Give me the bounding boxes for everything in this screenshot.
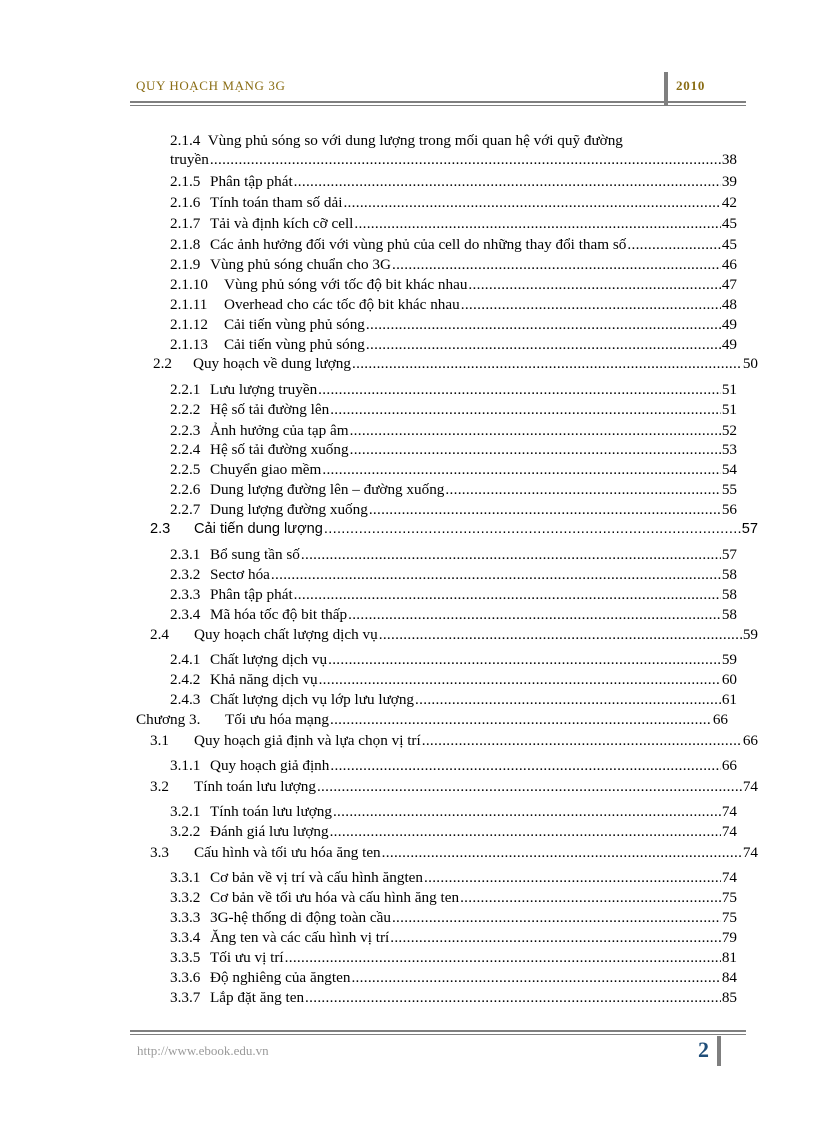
toc-entry[interactable] [170, 295, 737, 314]
toc-entry[interactable] [170, 235, 737, 254]
toc-entry[interactable] [170, 150, 737, 169]
toc-entry-title: Quy hoạch giả định và lựa chọn vị trí [194, 732, 421, 749]
toc-entry[interactable] [170, 400, 737, 419]
toc-leader-dots [351, 968, 720, 987]
toc-entry-title: Chuyển giao mềm [210, 461, 322, 478]
toc-entry-page: 74 [721, 823, 737, 840]
toc-entry-page: 58 [721, 586, 737, 603]
toc-entry-page: 45 [721, 236, 737, 253]
toc-entry[interactable] [150, 520, 758, 539]
toc-entry-number: 3.2.1 [170, 803, 201, 820]
toc-entry-title: Lưu lượng truyền [210, 381, 318, 398]
toc-leader-dots [366, 335, 721, 354]
toc-entry-page: 58 [721, 566, 737, 583]
toc-entry-number: 2.3.3 [170, 586, 201, 603]
toc-entry-title: Hệ số tải đường xuống [210, 441, 349, 458]
page-number: 2 [698, 1037, 709, 1062]
footer-url[interactable]: http://www.ebook.edu.vn [137, 1043, 269, 1058]
toc-entry-title: Mã hóa tốc độ bit thấp [210, 606, 348, 623]
toc-entry[interactable] [170, 545, 737, 564]
toc-entry-title: Cải tiến vùng phủ sóng [224, 316, 365, 333]
toc-entry-page: 55 [721, 481, 737, 498]
toc-leader-dots [627, 235, 720, 254]
toc-entry[interactable] [170, 421, 737, 440]
toc-entry-number: 3.3.1 [170, 869, 201, 886]
running-header-title: QUY HOẠCH MẠNG 3G [136, 78, 286, 93]
toc-entry-title: Tính toán tham số dải [210, 194, 343, 211]
toc-entry-page: 52 [721, 422, 737, 439]
toc-entry-title: Vùng phủ sóng chuẩn cho 3G [210, 256, 391, 273]
toc-entry-title: Cơ bản về tối ưu hóa và cấu hình ăng ten [210, 889, 460, 906]
toc-entry-page: 38 [721, 151, 737, 168]
toc-entry[interactable] [170, 214, 737, 233]
toc-entry-number: 3.2 [150, 778, 169, 795]
toc-entry-title: Vùng phủ sóng với tốc độ bit khác nhau [224, 276, 468, 293]
toc-leader-dots [317, 777, 742, 796]
toc-entry-page: 74 [742, 844, 758, 861]
toc-entry-title: Ăng ten và các cấu hình vị trí [210, 929, 390, 946]
toc-entry-page: 53 [721, 441, 737, 458]
footer-rule-thin [130, 1034, 746, 1035]
toc-leader-dots [294, 585, 721, 604]
toc-entry-title: Dung lượng đường xuống [210, 501, 368, 518]
toc-leader-dots [343, 193, 720, 212]
toc-entry[interactable] [170, 480, 737, 499]
toc-entry-title: Phân tập phát [210, 173, 293, 190]
toc-entry-page: 57 [721, 546, 737, 563]
toc-entry-page: 51 [721, 401, 737, 418]
toc-entry-title: 3G-hệ thống di động toàn cầu [210, 909, 391, 926]
toc-entry-title: Cơ bản về vị trí và cấu hình ăngten [210, 869, 424, 886]
toc-leader-dots [424, 868, 721, 887]
toc-entry-number: 2.4.2 [170, 671, 201, 688]
toc-entry-title: Tải và định kích cỡ cell [210, 215, 354, 232]
toc-entry-number: 2.1.9 [170, 256, 201, 273]
toc-entry[interactable] [170, 255, 737, 274]
toc-entry-title: Ảnh hưởng của tạp âm [210, 422, 349, 439]
toc-entry-number: 3.3.6 [170, 969, 201, 986]
toc-entry-page: 79 [721, 929, 737, 946]
toc-entry-number: 2.2.6 [170, 481, 201, 498]
toc-entry-title: Lắp đặt ăng ten [210, 989, 305, 1006]
toc-leader-dots [333, 802, 721, 821]
toc-entry-number: 3.3 [150, 844, 169, 861]
toc-entry-number: 2.2.4 [170, 441, 201, 458]
header-rule [130, 101, 746, 103]
toc-entry-title: Tối ưu hóa mạng [225, 711, 329, 728]
toc-entry-page: 75 [721, 909, 737, 926]
toc-entry-number: 2.1.13 [170, 336, 208, 353]
toc-leader-dots [348, 605, 721, 624]
toc-entry[interactable] [170, 440, 737, 459]
toc-entry-title: Khả năng dịch vụ [210, 671, 318, 688]
toc-entry-number: 3.3.4 [170, 929, 201, 946]
toc-leader-dots [271, 565, 721, 584]
toc-entry-number: 2.3.2 [170, 566, 201, 583]
toc-leader-dots [324, 520, 741, 539]
toc-entry-title: Quy hoạch giả định [210, 757, 330, 774]
toc-entry-page: 74 [721, 869, 737, 886]
toc-entry-number: 2.4.1 [170, 651, 201, 668]
toc-entry[interactable] [150, 777, 758, 796]
toc-entry-page: 42 [721, 194, 737, 211]
toc-entry[interactable] [170, 908, 737, 927]
toc-entry[interactable] [170, 500, 737, 519]
toc-entry-number: 3.1 [150, 732, 169, 749]
toc-entry[interactable] [170, 868, 737, 887]
toc-entry[interactable] [170, 948, 737, 967]
toc-entry-page: 50 [742, 355, 758, 372]
toc-entry-number: 2.2.1 [170, 381, 201, 398]
toc-entry-number: 2.1.5 [170, 173, 201, 190]
toc-entry-number: 2.1.11 [170, 296, 208, 313]
toc-leader-dots [330, 822, 721, 841]
toc-entry-title: Quy hoạch về dung lượng [193, 355, 351, 372]
toc-entry-title: Dung lượng đường lên – đường xuống [210, 481, 445, 498]
toc-entry[interactable] [170, 380, 737, 399]
toc-leader-dots [294, 172, 721, 191]
toc-entry-number: 2.3.1 [170, 546, 201, 563]
toc-entry-number: 2.1.8 [170, 236, 201, 253]
toc-entry[interactable] [170, 460, 737, 479]
toc-entry-title: Quy hoạch chất lượng dịch vụ [194, 626, 378, 643]
toc-entry-number: 2.1.10 [170, 276, 208, 293]
toc-leader-dots [369, 500, 721, 519]
toc-entry-title: Cải tiến dung lượng [194, 521, 323, 537]
toc-leader-dots [415, 690, 721, 709]
toc-entry[interactable] [170, 888, 737, 907]
toc-entry-page: 47 [721, 276, 737, 293]
toc-entry-number: 3.2.2 [170, 823, 201, 840]
toc-entry[interactable] [170, 988, 737, 1007]
toc-entry-page: 74 [742, 778, 758, 795]
toc-entry-number: 2.2.3 [170, 422, 201, 439]
toc-entry-number: Chương 3. [136, 711, 201, 728]
toc-leader-dots [382, 843, 742, 862]
toc-entry-page: 59 [721, 651, 737, 668]
toc-entry-page: 45 [721, 215, 737, 232]
footer-divider [717, 1036, 721, 1066]
toc-entry-number: 2.3 [150, 521, 171, 537]
toc-leader-dots [210, 150, 721, 169]
toc-entry-number: 2.2.5 [170, 461, 201, 478]
toc-entry-page: 85 [721, 989, 737, 1006]
toc-leader-dots [461, 295, 721, 314]
toc-entry-title: Cải tiến vùng phủ sóng [224, 336, 365, 353]
toc-entry[interactable] [170, 822, 737, 841]
toc-entry[interactable] [170, 335, 737, 354]
toc-entry-title: Phân tập phát [210, 586, 293, 603]
toc-entry[interactable] [150, 625, 758, 644]
toc-leader-dots [328, 650, 721, 669]
toc-entry-number: 2.3.4 [170, 606, 201, 623]
toc-entry-page: 51 [721, 381, 737, 398]
toc-entry-page: 66 [712, 711, 728, 728]
toc-entry-page: 56 [721, 501, 737, 518]
running-header-year: 2010 [676, 78, 706, 93]
toc-leader-dots [366, 315, 721, 334]
toc-leader-dots [468, 275, 720, 294]
toc-entry[interactable] [170, 928, 737, 947]
toc-entry-title: Chất lượng dịch vụ lớp lưu lượng [210, 691, 415, 708]
toc-leader-dots [285, 948, 721, 967]
toc-entry[interactable] [170, 275, 737, 294]
toc-entry-title: Các ảnh hưởng đối với vùng phủ của cell do những thay đổi tham số [210, 236, 627, 253]
toc-entry-title: Tính toán lưu lượng [194, 778, 316, 795]
footer-rule [130, 1030, 746, 1032]
toc-entry-page: 60 [721, 671, 737, 688]
toc-leader-dots [322, 460, 720, 479]
toc-entry[interactable] [170, 315, 737, 334]
toc-entry-number: 3.3.5 [170, 949, 201, 966]
toc-entry-title: Đánh giá lưu lượng [210, 823, 329, 840]
toc-entry-page: 81 [721, 949, 737, 966]
toc-entry-number: 3.1.1 [170, 757, 201, 774]
toc-leader-dots [318, 380, 721, 399]
toc-entry-page: 84 [721, 969, 737, 986]
toc-leader-dots [422, 731, 742, 750]
toc-leader-dots [352, 354, 742, 373]
toc-leader-dots [460, 888, 721, 907]
toc-entry-page: 59 [742, 626, 758, 643]
toc-entry-number: 2.4 [150, 626, 169, 643]
toc-entry-title: truyền [170, 151, 209, 168]
toc-entry-page: 54 [721, 461, 737, 478]
toc-entry-title: Độ nghiêng của ăngten [210, 969, 351, 986]
toc-entry[interactable] [150, 731, 758, 750]
toc-leader-dots [392, 908, 721, 927]
header-rule-thin [130, 105, 746, 106]
toc-leader-dots [301, 545, 721, 564]
toc-leader-dots [392, 255, 721, 274]
toc-entry-page: 49 [721, 336, 737, 353]
toc-entry-page: 61 [721, 691, 737, 708]
toc-leader-dots [350, 440, 721, 459]
toc-leader-dots [390, 928, 721, 947]
toc-entry-number: 2.1.12 [170, 316, 208, 333]
toc-entry[interactable] [170, 605, 737, 624]
toc-entry-title: Tối ưu vị trí [210, 949, 284, 966]
toc-leader-dots [350, 421, 721, 440]
toc-entry-number: 2.2 [153, 355, 172, 372]
toc-entry-number: 3.3.7 [170, 989, 201, 1006]
toc-entry-title: Sectơ hóa [210, 566, 270, 583]
toc-entry[interactable] [170, 802, 737, 821]
toc-entry[interactable] [170, 585, 737, 604]
toc-entry-title: Cấu hình và tối ưu hóa ăng ten [194, 844, 381, 861]
toc-entry[interactable] [136, 710, 728, 729]
toc-leader-dots [379, 625, 742, 644]
toc-entry-number: 2.2.7 [170, 501, 201, 518]
toc-entry-page: 74 [721, 803, 737, 820]
toc-entry[interactable] [170, 690, 737, 709]
toc-leader-dots [319, 670, 721, 689]
toc-entry-number: 2.2.2 [170, 401, 201, 418]
toc-entry[interactable] [170, 172, 737, 191]
toc-entry-page: 66 [721, 757, 737, 774]
toc-entry[interactable] [170, 968, 737, 987]
toc-leader-dots [305, 988, 721, 1007]
toc-entry-page: 39 [721, 173, 737, 190]
toc-entry[interactable] [170, 756, 737, 775]
toc-entry-page: 58 [721, 606, 737, 623]
toc-entry-title-line1: Vùng phủ sóng so với dung lượng trong mối quan hệ với quỹ đường [207, 132, 623, 149]
toc-entry-number: 3.3.3 [170, 909, 201, 926]
toc-leader-dots [330, 756, 720, 775]
toc-entry-number: 3.3.2 [170, 889, 201, 906]
toc-entry-number: 2.4.3 [170, 691, 201, 708]
toc-entry[interactable] [170, 670, 737, 689]
toc-entry-number: 2.1.4 [170, 132, 201, 149]
toc-entry[interactable] [153, 354, 758, 373]
toc-entry-title: Tính toán lưu lượng [210, 803, 332, 820]
toc-entry-number: 2.1.7 [170, 215, 201, 232]
toc-leader-dots [445, 480, 720, 499]
toc-entry-page: 49 [721, 316, 737, 333]
toc-entry[interactable] [170, 193, 737, 212]
toc-entry[interactable] [170, 650, 737, 669]
toc-entry-page: 48 [721, 296, 737, 313]
toc-entry-page: 46 [721, 256, 737, 273]
toc-entry-first-line [170, 131, 623, 150]
toc-entry-title: Chất lượng dịch vụ [210, 651, 328, 668]
toc-entry-title: Bổ sung tần số [210, 546, 300, 563]
toc-entry-number: 2.1.6 [170, 194, 201, 211]
toc-entry-page: 75 [721, 889, 737, 906]
toc-leader-dots [354, 214, 720, 233]
toc-entry-title: Hệ số tải đường lên [210, 401, 330, 418]
toc-entry-page: 57 [741, 521, 758, 537]
toc-leader-dots [330, 400, 721, 419]
toc-entry[interactable] [170, 565, 737, 584]
toc-entry-page: 66 [742, 732, 758, 749]
toc-entry-title: Overhead cho các tốc độ bit khác nhau [224, 296, 460, 313]
toc-entry[interactable] [150, 843, 758, 862]
toc-leader-dots [330, 710, 712, 729]
